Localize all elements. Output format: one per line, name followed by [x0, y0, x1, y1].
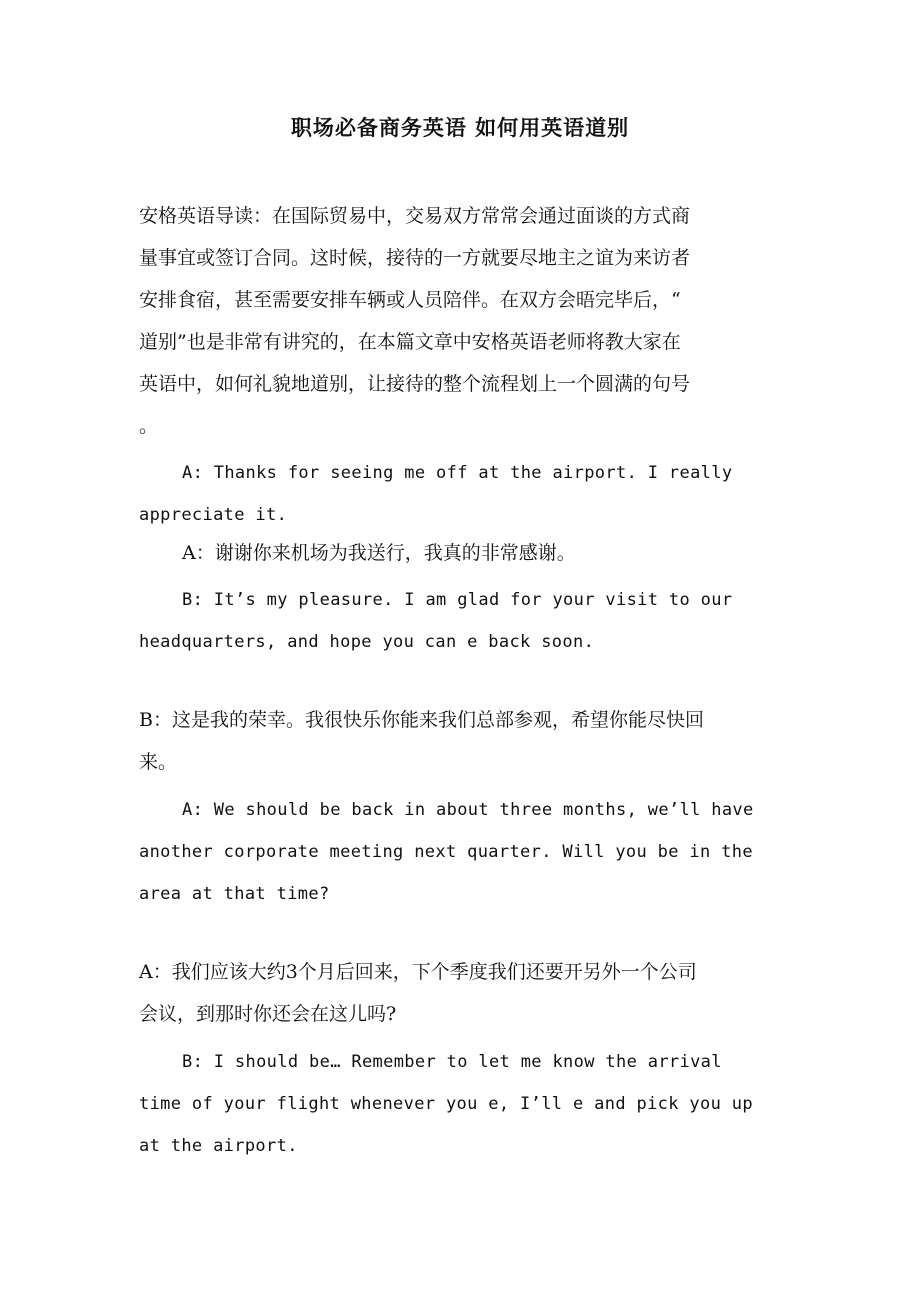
dialogue-3-zh-line-1: A：我们应该大约3个月后回来，下个季度我们还要开另外一个公司 [139, 961, 697, 983]
intro-line-1: 安格英语导读：在国际贸易中，交易双方常常会通过面谈的方式商 [139, 205, 691, 227]
dialogue-1-zh: A：谢谢你来机场为我送行，我真的非常感谢。 [182, 542, 576, 564]
document-title: 职场必备商务英语 如何用英语道别 [290, 115, 630, 140]
intro-line-4: 道别”也是非常有讲究的，在本篇文章中安格英语老师将教大家在 [139, 331, 681, 353]
dialogue-4-en-line-3: at the airport. [139, 1136, 298, 1156]
dialogue-3-zh-line-2: 会议，到那时你还会在这儿吗? [139, 1003, 397, 1025]
dialogue-4-en-line-2: time of your flight whenever you e, I’ll e and pick you up [139, 1094, 753, 1114]
intro-line-6: 。 [139, 415, 159, 437]
dialogue-4-en-line-1: B: I should be… Remember to let me know the arrival [182, 1052, 722, 1072]
dialogue-1-en-line-1: A: Thanks for seeing me off at the airport. I really [182, 463, 733, 483]
dialogue-3-en-line-3: area at that time? [139, 884, 330, 904]
dialogue-2-en-line-2: headquarters, and hope you can e back soon. [139, 632, 595, 652]
dialogue-3-en-line-2: another corporate meeting next quarter. Will you be in the [139, 842, 753, 862]
intro-line-3: 安排食宿，甚至需要安排车辆或人员陪伴。在双方会晤完毕后，“ [139, 289, 681, 311]
dialogue-2-en-line-1: B: It’s my pleasure. I am glad for your visit to our [182, 590, 733, 610]
dialogue-2-zh-line-2: 来。 [139, 751, 178, 773]
dialogue-2-zh-line-1: B：这是我的荣幸。我很快乐你能来我们总部参观，希望你能尽快回 [139, 709, 704, 731]
dialogue-1-en-line-2: appreciate it. [139, 505, 288, 525]
dialogue-3-en-line-1: A: We should be back in about three months, we’ll have [182, 800, 754, 820]
intro-line-2: 量事宜或签订合同。这时候，接待的一方就要尽地主之谊为来访者 [139, 247, 691, 269]
intro-line-5: 英语中，如何礼貌地道别，让接待的整个流程划上一个圆满的句号 [139, 373, 691, 395]
